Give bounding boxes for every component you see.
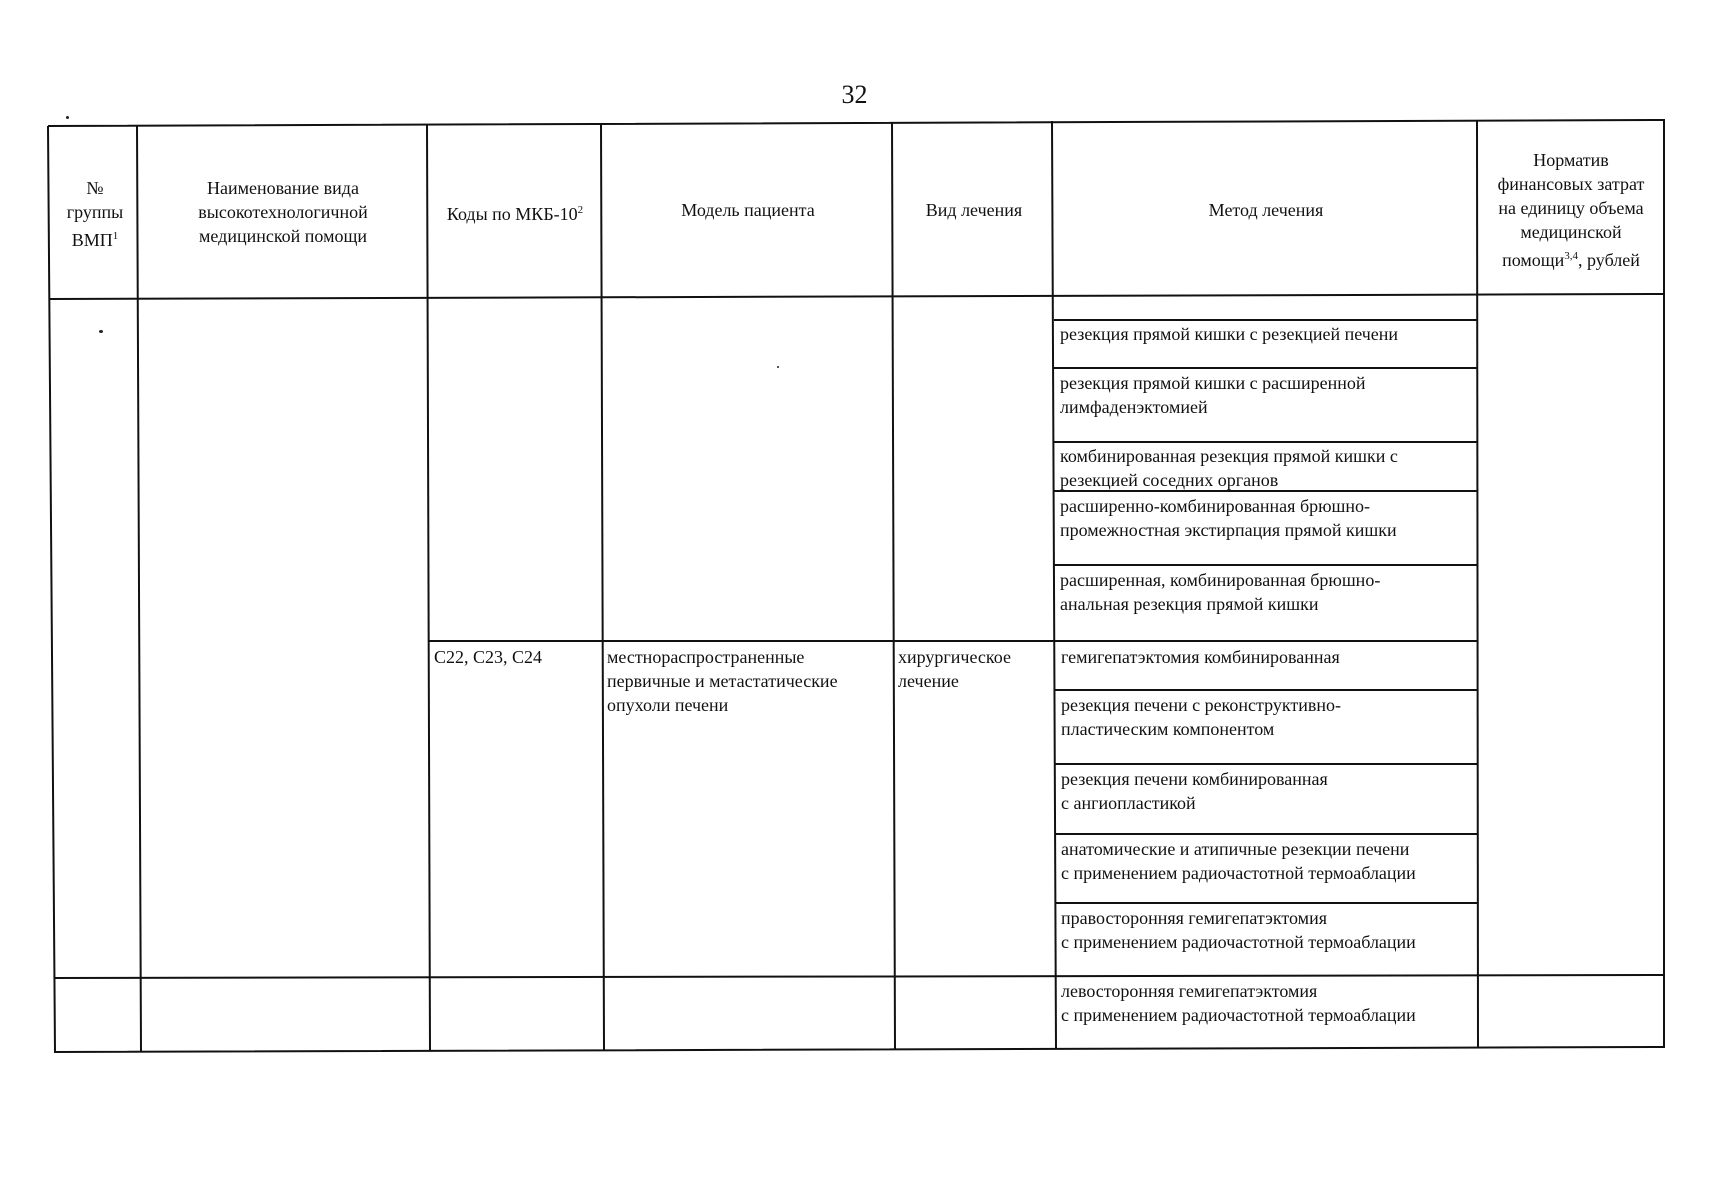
method-cell: расширенная, комбинированная брюшно- анальная резекция прямой кишки [1060, 570, 1381, 614]
codes-cell: C22, C23, C24 [434, 647, 543, 667]
method-cell: резекция печени с реконструктивно- пластическим компонентом [1061, 695, 1341, 739]
method-cell: резекция прямой кишки с расширенной лимфаденэктомией [1060, 373, 1366, 417]
method-cell: расширенно-комбинированная брюшно- промежностная экстирпация прямой кишки [1060, 496, 1397, 540]
col-divider [601, 123, 604, 1050]
method-cell: гемигепатэктомия комбинированная [1061, 647, 1340, 667]
col-divider [892, 122, 895, 1049]
header-method: Метод лечения [1208, 200, 1324, 220]
method-cell: анатомические и атипичные резекции печени с применением радиочастотной термоаблации [1061, 839, 1416, 883]
table-border [48, 120, 1664, 1052]
method-cell: правосторонняя гемигепатэктомия с применением радиочастотной термоаблации [1061, 908, 1416, 952]
page-number: 32 [841, 80, 868, 109]
method-cell: резекция печени комбинированная с ангиопластикой [1061, 769, 1328, 813]
header-treatment-type: Вид лечения [925, 200, 1023, 220]
col-divider [137, 125, 141, 1051]
col-divider [427, 124, 430, 1051]
header-name: Наименование вида высокотехнологичной медицинской помощи [198, 178, 368, 246]
method-cell: комбинированная резекция прямой кишки с резекцией соседних органов [1060, 446, 1398, 490]
treatment-type-cell: хирургическое лечение [898, 647, 1011, 691]
header-codes: Коды по МКБ-$10^2$ [446, 204, 584, 224]
header-patient-model: Модель пациента [681, 200, 815, 220]
header-norm: Норматив финансовых затрат на единицу объема медицинской помощи$^{3,4}$, рублей [1497, 150, 1645, 270]
col-divider [1052, 121, 1056, 1048]
header-group-no: № группы ВМП$^1$ [66, 178, 124, 250]
patient-model-cell: местнораспространенные первичные и метастатические опухоли печени [607, 647, 838, 715]
row-divider [54, 975, 1664, 978]
header-divider [50, 294, 1664, 299]
method-cell: левосторонняя гемигепатэктомия с применением радиочастотной термоаблации [1061, 981, 1416, 1025]
method-cell: резекция прямой кишки с резекцией печени [1060, 324, 1399, 344]
